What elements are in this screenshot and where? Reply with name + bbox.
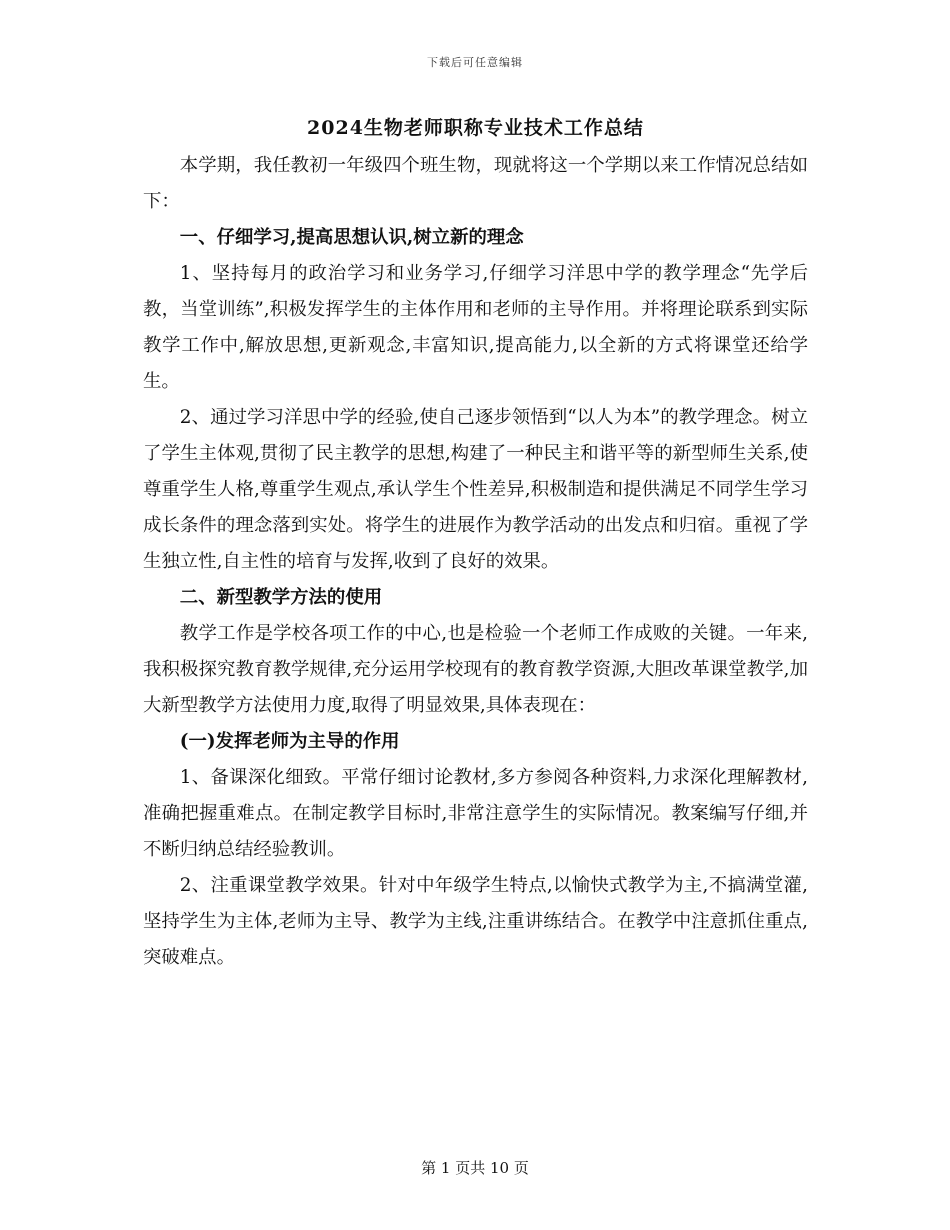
section1-paragraph-1: 1、坚持每月的政治学习和业务学习,仔细学习洋思中学的教学理念“先学后教，当堂训练”,积极发挥学生的主体作用和老师的主导作用。并将理论联系到实际教学工作中,解放思想,更新观念,丰富知识,提高能力,以全新的方式将课堂还给学生。 <box>143 263 808 392</box>
section2-heading: 二、新型教学方法的使用 <box>179 587 383 608</box>
section2-subheading: (一)发挥老师为主导的作用 <box>179 731 400 752</box>
page-footer: 第 1 页共 10 页 <box>421 1159 529 1177</box>
section1-paragraph-2: 2、通过学习洋思中学的经验,使自己逐步领悟到“以人为本”的教学理念。树立了学生主体观,贯彻了民主教学的思想,构建了一种民主和谐平等的新型师生关系,使尊重学生人格,尊重学生观点,承认学生个性差异,积极制造和提供满足不同学生学习成长条件的理念落到实处。将学生的进展作为教学活动的出发点和归宿。重视了学生独立性,自主性的培育与发挥,收到了良好的效果。 <box>143 407 808 572</box>
intro-paragraph: 本学期，我任教初一年级四个班生物，现就将这一个学期以来工作情况总结如下： <box>143 155 808 212</box>
document-body <box>143 112 808 976</box>
section2-paragraph-1: 教学工作是学校各项工作的中心,也是检验一个老师工作成败的关键。一年来,我积极探究教育教学规律,充分运用学校现有的教育教学资源,大胆改革课堂教学,加大新型教学方法使用力度,取得了明显效果,具体表现在： <box>143 623 808 716</box>
section1-heading: 一、仔细学习,提高思想认识,树立新的理念 <box>179 227 524 248</box>
section2-paragraph-3: 2、注重课堂教学效果。针对中年级学生特点,以愉快式教学为主,不搞满堂灌,坚持学生为主体,老师为主导、教学为主线,注重讲练结合。在教学中注意抓住重点,突破难点。 <box>143 875 808 968</box>
section2-paragraph-2: 1、备课深化细致。平常仔细讨论教材,多方参阅各种资料,力求深化理解教材,准确把握重难点。在制定教学目标时,非常注意学生的实际情况。教案编写仔细,并不断归纳总结经验教训。 <box>143 767 808 860</box>
header-note: 下载后可任意编辑 <box>427 56 523 69</box>
document-title: 2024生物老师职称专业技术工作总结 <box>307 117 644 139</box>
